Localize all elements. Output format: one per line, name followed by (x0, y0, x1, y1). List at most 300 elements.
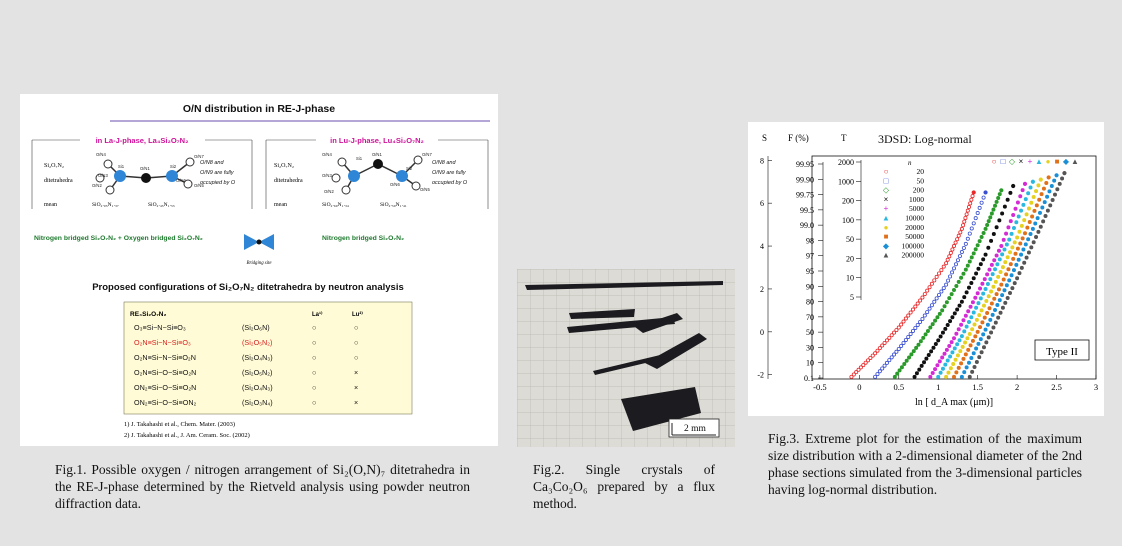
data-point (890, 356, 893, 359)
data-point (916, 302, 919, 305)
table-row-composition: (Si₂O₄N₃) (242, 353, 273, 362)
data-point (1043, 201, 1046, 204)
data-point (962, 272, 965, 275)
data-point (1029, 232, 1032, 235)
lu-site-1: O/N7 (422, 152, 432, 157)
data-point (993, 297, 996, 300)
data-point (1034, 190, 1037, 193)
data-point (948, 297, 951, 300)
legend-symbol: + (883, 204, 889, 214)
data-point (1031, 180, 1034, 183)
data-point (974, 272, 977, 275)
f-tick-label: 10 (806, 358, 814, 368)
fig1-left-head: in La-J-phase, La₄Si₂O₇N₂ (95, 136, 189, 145)
data-point (998, 219, 1001, 222)
data-point (1023, 261, 1026, 264)
data-point (966, 209, 969, 212)
table-row-la: ○ (312, 398, 317, 407)
data-point (918, 299, 921, 302)
data-point (1016, 236, 1019, 239)
data-point (976, 330, 979, 333)
data-point (1006, 256, 1009, 259)
data-point (1019, 209, 1022, 212)
t-tick-label: 5 (850, 293, 854, 302)
table-header-lu: Lu²⁾ (352, 312, 363, 318)
data-point (981, 321, 984, 324)
data-point (998, 258, 1001, 261)
data-point (990, 212, 993, 215)
data-point (980, 309, 983, 312)
data-point (929, 326, 932, 329)
data-point (1019, 253, 1022, 256)
data-point (974, 306, 977, 309)
data-point (910, 353, 913, 356)
data-point (1035, 204, 1038, 207)
la-site-8: O/N5 (194, 183, 204, 188)
fig3-caption: Fig.3. Extreme plot for the estimation of the maximum size distribution with a 2-dimensional diameter of the 2nd phase sections simulated from the 3-dimensional particles having log-normal distribution. (768, 431, 1082, 497)
table-row-composition: (Si₂O₅N₂) (242, 368, 273, 377)
data-point (970, 281, 973, 284)
data-point (952, 362, 955, 365)
f-tick-label: 99.95 (796, 160, 814, 169)
data-point (935, 297, 938, 300)
data-point (1003, 248, 1006, 251)
data-point (1012, 268, 1015, 271)
la-site-1: O/N7 (194, 154, 204, 159)
data-point (960, 227, 963, 230)
f-tick-label: 30 (806, 343, 814, 353)
table-header-formula: RE₄Si₂O₇N₂ (130, 311, 167, 318)
data-point (1040, 193, 1043, 196)
data-point (921, 317, 924, 320)
legend-label: 5000 (909, 204, 924, 214)
t-tick-label: 100 (842, 215, 854, 225)
la-molecule (96, 158, 194, 194)
data-point (911, 308, 914, 311)
data-point (1029, 186, 1032, 189)
data-point (995, 254, 998, 257)
data-point (948, 275, 951, 278)
data-point (1048, 190, 1051, 193)
data-point (952, 288, 955, 291)
data-point (993, 259, 996, 262)
data-point (1001, 294, 1004, 297)
f-tick-label: 99.75 (796, 190, 814, 200)
data-point (1020, 266, 1023, 269)
data-point (968, 232, 971, 235)
x-tick-label: 3 (1093, 382, 1099, 392)
fig3-panel (748, 122, 1104, 416)
data-point (1034, 235, 1037, 238)
data-point (1023, 182, 1026, 185)
lu-site-3: O/N2 (324, 189, 334, 194)
data-point (930, 350, 933, 353)
data-point (945, 283, 948, 286)
s-tick-label: 0 (760, 327, 764, 337)
legend (882, 167, 924, 260)
data-point (1030, 246, 1033, 249)
col-head-s: S (762, 133, 768, 143)
col-head-f: F (%) (788, 133, 809, 143)
table-row-la: ○ (312, 353, 317, 362)
data-point (931, 323, 934, 326)
data-point (971, 194, 974, 197)
t-tick-label: 20 (846, 254, 854, 264)
data-point (969, 202, 972, 205)
data-point (997, 249, 1000, 252)
lu-mean-2: SiO₂.₅₉N₁.₄₁ (380, 202, 407, 208)
t-tick-label: 10 (846, 273, 854, 283)
x-tick-label: 1.5 (972, 382, 983, 392)
data-point (926, 289, 929, 292)
data-point (896, 372, 899, 375)
legend-symbol: □ (883, 176, 889, 186)
data-point (955, 284, 958, 287)
data-point (952, 267, 955, 270)
data-point (965, 366, 968, 369)
data-point (978, 326, 981, 329)
table-row-formula: O₂N≡Si−N−Si≡O₃ (134, 338, 191, 347)
data-point (1018, 271, 1021, 274)
data-point (904, 317, 907, 320)
data-point (952, 375, 955, 378)
lu-molecule (332, 156, 422, 194)
data-point (941, 309, 944, 312)
data-point (911, 329, 914, 332)
data-point (992, 285, 995, 288)
legend-label: 50 (916, 176, 924, 186)
data-point (978, 356, 981, 359)
data-point (1060, 177, 1063, 180)
data-point (997, 288, 1000, 291)
t-tick-label: 50 (846, 235, 854, 245)
fig1-right-head: in Lu-J-phase, Lu₄Si₂O₇N₂ (330, 136, 424, 145)
x-tick-label: 0 (857, 382, 862, 392)
la-site-5: O/N1 (140, 166, 150, 171)
data-point (936, 316, 939, 319)
data-point (1020, 224, 1023, 227)
data-point (909, 332, 912, 335)
data-point (946, 258, 949, 261)
lu-site-5: O/N1 (372, 152, 382, 157)
table-row-lu: × (354, 368, 359, 377)
data-point (1031, 227, 1034, 230)
data-point (914, 326, 917, 329)
data-point (935, 275, 938, 278)
data-point (949, 367, 952, 370)
data-point (923, 292, 926, 295)
data-point (929, 375, 932, 378)
table-row-lu: ○ (354, 323, 359, 332)
data-point (905, 359, 908, 362)
data-point (980, 201, 983, 204)
data-point (1027, 207, 1030, 210)
data-point (990, 263, 993, 266)
data-point (995, 226, 998, 229)
data-point (960, 250, 963, 253)
data-point (1015, 263, 1018, 266)
table-row-composition: (Si₂O₅N₂) (242, 338, 273, 347)
data-point (946, 323, 949, 326)
data-point (1046, 209, 1049, 212)
data-point (965, 291, 968, 294)
fig2-panel (517, 269, 735, 447)
data-point (1008, 291, 1011, 294)
data-point (949, 251, 952, 254)
data-point (951, 248, 954, 251)
data-point (1001, 306, 1004, 309)
lu-mean-1: SiO₂.₆₀N₁.₃₄ (322, 202, 349, 208)
data-point (1033, 209, 1036, 212)
fig1-left-tetra-2: ditetrahedra (44, 178, 73, 184)
top-symbol: ◇ (1008, 157, 1016, 166)
data-point (1014, 207, 1017, 210)
data-point (954, 358, 957, 361)
data-point (957, 366, 960, 369)
s-tick-label: -2 (757, 370, 764, 380)
data-point (1036, 217, 1039, 220)
data-point (967, 205, 970, 208)
s-tick-label: 4 (760, 242, 764, 252)
data-point (967, 361, 970, 364)
data-point (956, 259, 959, 262)
data-point (939, 371, 942, 374)
table-row-la: ○ (312, 383, 317, 392)
data-point (974, 248, 977, 251)
col-head-t: T (841, 133, 847, 143)
data-point (939, 335, 942, 338)
data-point (915, 346, 918, 349)
data-point (978, 240, 981, 243)
data-point (914, 305, 917, 308)
data-point (964, 314, 967, 317)
data-point (930, 304, 933, 307)
fig1-panel (20, 94, 498, 446)
table-header-la: La¹⁾ (312, 312, 323, 318)
data-point (977, 342, 980, 345)
data-point (1055, 174, 1058, 177)
data-point (925, 357, 928, 360)
data-point (941, 367, 944, 370)
data-point (986, 282, 989, 285)
data-point (1001, 212, 1004, 215)
data-point (1056, 188, 1059, 191)
data-point (991, 313, 994, 316)
data-point (980, 235, 983, 238)
data-point (933, 300, 936, 303)
data-point (958, 255, 961, 258)
data-point (937, 375, 940, 378)
data-point (967, 310, 970, 313)
data-point (965, 213, 968, 216)
data-point (937, 293, 940, 296)
la-mean-2: SiO₂.₄₅N₁.₅₅ (148, 202, 175, 208)
f-tick-label: 98 (806, 236, 814, 246)
legend-symbol: ◆ (882, 241, 890, 251)
data-point (1032, 241, 1035, 244)
data-point (970, 198, 973, 201)
data-point (900, 366, 903, 369)
top-symbol: ▲ (1035, 157, 1043, 166)
legend-label: 200000 (901, 250, 924, 260)
data-point (1012, 184, 1015, 187)
data-point (1023, 232, 1026, 235)
data-point (885, 361, 888, 364)
table-row-formula: ON₂≡Si−O−Si≡O₂N (134, 383, 197, 392)
legend-label: 1000 (909, 194, 924, 204)
data-point (1053, 193, 1056, 196)
data-point (920, 364, 923, 367)
data-point (982, 196, 985, 199)
data-point (907, 335, 910, 338)
top-symbol: ■ (1054, 157, 1060, 166)
data-point (950, 271, 953, 274)
data-point (897, 326, 900, 329)
lu-note-2: O/N9 are fully (432, 170, 466, 176)
data-point (874, 375, 877, 378)
data-point (989, 216, 992, 219)
data-point (1024, 243, 1027, 246)
data-point (941, 331, 944, 334)
data-point (924, 333, 927, 336)
lu-site-7: O/N6 (390, 182, 400, 187)
data-point (983, 277, 986, 280)
data-point (974, 217, 977, 220)
data-point (1009, 220, 1012, 223)
data-point (951, 351, 954, 354)
x-tick-label: 1 (936, 382, 941, 392)
data-point (940, 290, 943, 293)
data-point (955, 332, 958, 335)
data-point (917, 343, 920, 346)
data-point (966, 237, 969, 240)
data-point (1025, 256, 1028, 259)
data-point (1022, 203, 1025, 206)
data-point (918, 320, 921, 323)
data-point (941, 356, 944, 359)
data-point (1037, 184, 1040, 187)
legend-label: 100000 (901, 241, 924, 251)
table-row-lu: ○ (354, 338, 359, 347)
data-point (1013, 282, 1016, 285)
data-point (994, 321, 997, 324)
data-point (938, 312, 941, 315)
crystal-photo (517, 269, 735, 447)
data-point (1049, 204, 1052, 207)
la-mean-1: SiO₂.₀₅N₁.₃₇ (92, 202, 119, 208)
x-tick-label: 2 (1014, 382, 1020, 392)
data-point (909, 311, 912, 314)
data-point (1016, 201, 1019, 204)
data-point (989, 318, 992, 321)
data-point (947, 371, 950, 374)
data-point (982, 231, 985, 234)
data-point (984, 253, 987, 256)
data-point (998, 298, 1001, 301)
data-point (985, 299, 988, 302)
data-point (969, 344, 972, 347)
data-point (1014, 252, 1017, 255)
data-point (970, 356, 973, 359)
data-point (1027, 192, 1030, 195)
data-point (1003, 205, 1006, 208)
data-point (984, 328, 987, 331)
data-point (993, 268, 996, 271)
data-point (892, 353, 895, 356)
data-point (987, 336, 990, 339)
data-point (945, 301, 948, 304)
data-point (923, 314, 926, 317)
data-point (1028, 220, 1031, 223)
data-point (982, 292, 985, 295)
data-point (1004, 261, 1007, 264)
data-point (982, 333, 985, 336)
data-point (971, 339, 974, 342)
data-point (1042, 220, 1045, 223)
data-point (976, 244, 979, 247)
data-point (984, 227, 987, 230)
data-point (971, 328, 974, 331)
data-point (954, 263, 957, 266)
lu-site-8: O/N5 (420, 187, 430, 192)
data-point (922, 336, 925, 339)
table-row-formula: O₂N≡Si−N−Si≡O₂N (134, 353, 196, 362)
table-row-composition: (Si₂O₄N₃) (242, 383, 273, 392)
data-point (972, 222, 975, 225)
la-site-0: O/N4 (96, 152, 106, 157)
data-point (952, 337, 955, 340)
data-point (970, 256, 973, 259)
data-point (988, 307, 991, 310)
data-point (982, 258, 985, 261)
data-point (1012, 257, 1015, 260)
la-note-1: O/N8 and (200, 160, 224, 166)
data-point (966, 337, 969, 340)
data-point (975, 360, 978, 363)
legend-header: n (908, 159, 912, 167)
data-point (883, 364, 886, 367)
data-point (959, 231, 962, 234)
data-point (1021, 188, 1024, 191)
f-tick-label: 97 (806, 251, 814, 261)
la-site-4: Si1 (118, 164, 125, 169)
data-point (963, 330, 966, 333)
data-point (997, 196, 1000, 199)
data-point (986, 223, 989, 226)
data-point (960, 362, 963, 365)
data-point (964, 353, 967, 356)
data-point (1031, 215, 1034, 218)
top-symbol: ● (1045, 157, 1051, 166)
data-point (888, 359, 891, 362)
data-point (983, 316, 986, 319)
data-point (945, 262, 948, 265)
data-point (980, 351, 983, 354)
data-point (976, 292, 979, 295)
data-point (1000, 189, 1003, 192)
data-point (1051, 198, 1054, 201)
data-point (999, 311, 1002, 314)
data-point (1019, 195, 1022, 198)
data-point (1016, 247, 1019, 250)
data-point (933, 279, 936, 282)
data-point (961, 345, 964, 348)
data-point (968, 260, 971, 263)
data-point (987, 246, 990, 249)
data-point (972, 352, 975, 355)
data-point (1004, 232, 1007, 235)
data-point (997, 275, 1000, 278)
